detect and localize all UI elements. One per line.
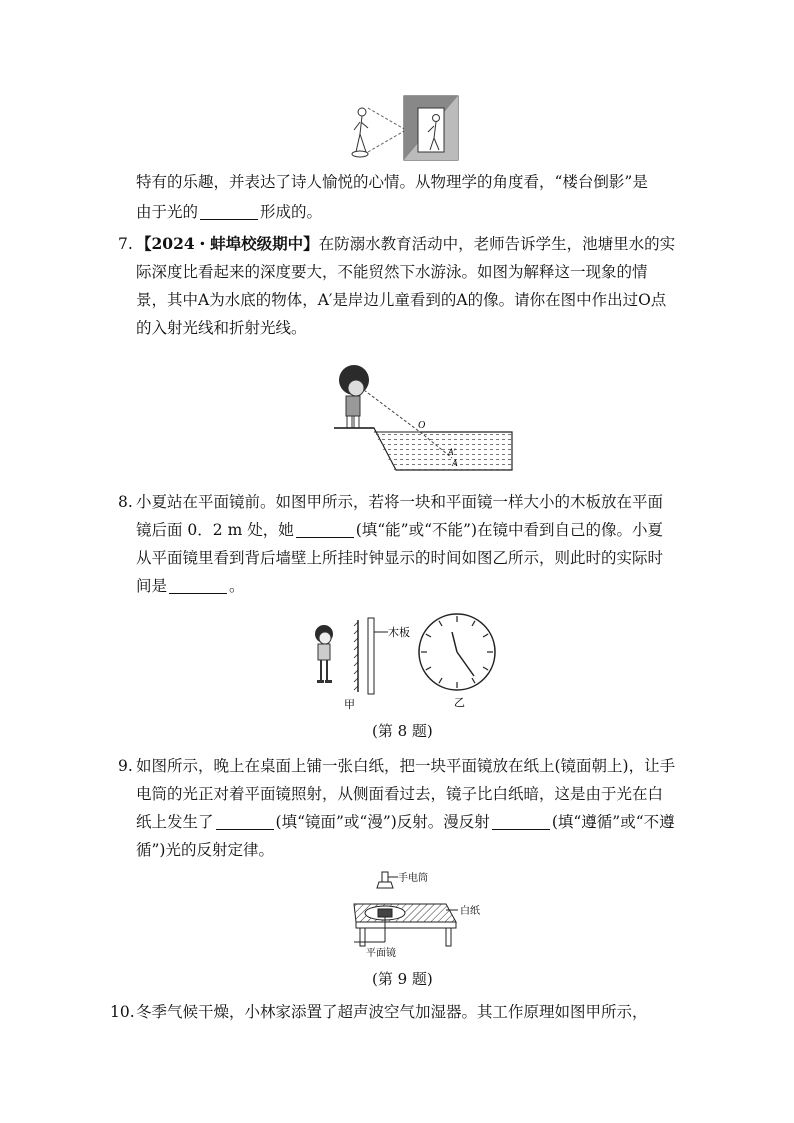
q8-label-yi: 乙 (454, 696, 465, 709)
q8-label-board: 木板 (388, 626, 410, 639)
q8-answer-blank-1[interactable] (296, 521, 354, 538)
plane-mirror (354, 620, 358, 692)
q6-line1: 特有的乐趣，并表达了诗人愉悦的心情。从物理学的角度看，“楼台倒影”是 (136, 173, 648, 191)
q9-label-flashlight: 手电筒 (398, 873, 428, 884)
q8-text-block (136, 488, 676, 600)
q10-number: 10. (110, 1003, 135, 1021)
q6-line2-after: 形成的。 (260, 203, 323, 221)
q7-label-a: A (452, 458, 458, 468)
q6-line2-before: 由于光的 (136, 203, 199, 221)
q8-text1: 小夏站在平面镜前。如图甲所示，若将一块和平面镜一样大小的木板放在平面镜后面 0．2 m 处，她 (136, 493, 664, 539)
girl-figure (315, 625, 333, 683)
q10-text: 冬季气候干燥，小林家添置了超声波空气加湿器。其工作原理如图甲所示， (136, 1003, 648, 1021)
q9-answer-blank-2[interactable] (492, 813, 550, 830)
q9-text-block (136, 752, 676, 864)
q9-text1: 如图所示，晚上在桌面上铺一张白纸，把一块平面镜放在纸上(镜面朝上)，让手电筒的光正对着平面镜照射，从侧面看过去，镜子比白纸暗，这是由于光在白纸上发生了 (136, 757, 676, 831)
mirror-on-paper (378, 909, 392, 917)
q7-text-block (136, 230, 676, 342)
q9-text3: (填“遵循”或“不遵循”)光的反射定律。 (136, 813, 675, 859)
clock-figure (416, 610, 502, 710)
q7-text: 在防溺水教育活动中，老师告诉学生，池塘里水的实际深度比看起来的深度要大，不能贸然下水游泳。如图为解释这一现象的情景，其中A为水底的物体，A′是岸边儿童看到的A的像。请你在图中作出过O点的入射光线和折射光线。 (136, 235, 676, 337)
q6-answer-blank[interactable] (200, 203, 258, 220)
q9-number: 9. (118, 757, 133, 775)
q9-caption: (第 9 题) (372, 970, 433, 988)
flashlight (377, 872, 398, 888)
q9-text2: (填“镜面”或“漫”)反射。漫反射 (275, 813, 490, 831)
q7-label-o: O (418, 420, 426, 431)
q6-line2 (136, 198, 676, 226)
q9-answer-blank-1[interactable] (216, 813, 274, 830)
q8-text2: (填“能”或“不能”)在镜中看到自己的像。小夏从平面镜里看到背后墙壁上所挂时钟显示的时间如图乙所示，则此时的实际时间是 (136, 521, 664, 595)
q7-source: 【2024・蚌埠校级期中】 (136, 234, 319, 253)
top-figure (346, 94, 466, 172)
mirror-box (404, 96, 458, 160)
child-figure (339, 365, 369, 428)
person-figure-left (352, 108, 368, 157)
q9-label-mirror: 平面镜 (366, 948, 396, 959)
q8-caption: (第 8 题) (372, 722, 433, 740)
q8-label-jia: 甲 (344, 698, 355, 711)
q7-figure (334, 362, 514, 480)
q7-number: 7. (118, 235, 133, 253)
wooden-board (368, 618, 374, 694)
q9-figure (348, 870, 488, 960)
q9-label-paper: 白纸 (460, 906, 480, 917)
q8-number: 8. (118, 493, 133, 511)
q8-answer-blank-2[interactable] (169, 577, 227, 594)
q7-label-a-prime: A′ (448, 447, 456, 457)
q8-text3: 。 (229, 577, 245, 595)
